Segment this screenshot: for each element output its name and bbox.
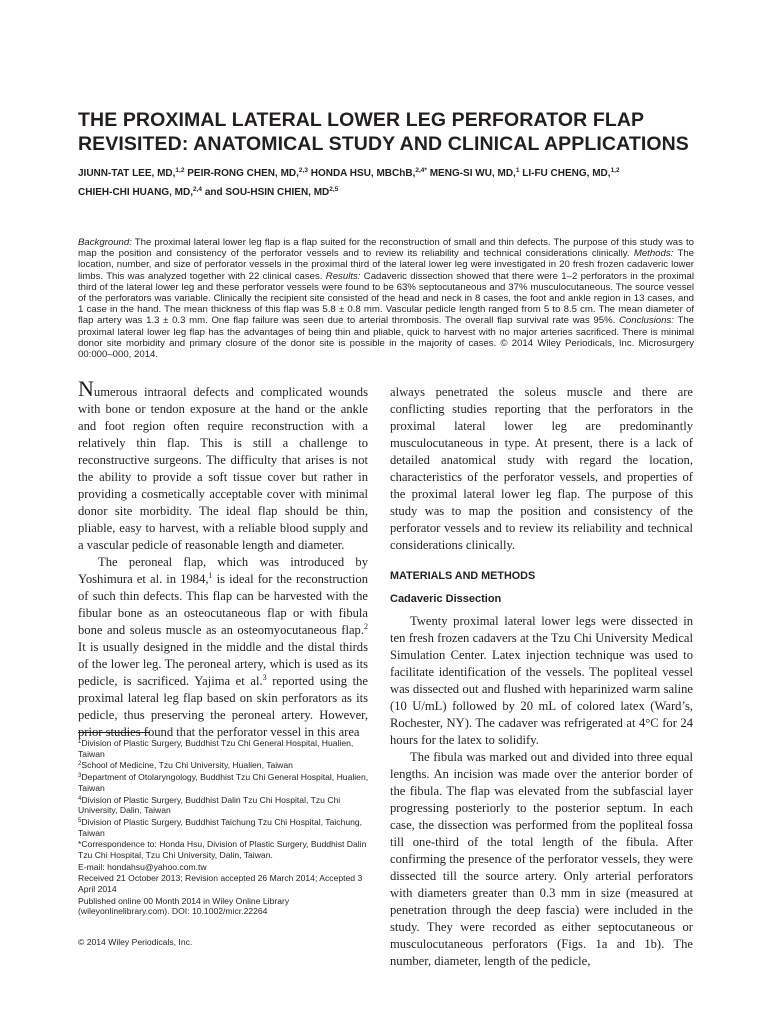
author: CHIEH-CHI HUANG, MD,$^{2,4}$: [78, 186, 203, 198]
author: JIUNN-TAT LEE, MD,$^{1,2}$: [78, 167, 185, 179]
reference-mark: 1: [208, 571, 213, 580]
abstract: [78, 237, 694, 360]
body-column-right: [390, 384, 693, 970]
affiliation-note: $^1$Division of Plastic Surgery, Buddhist Tzu Chi General Hospital, Hualien, Taiwan: [78, 738, 354, 759]
email-link[interactable]: E-mail: hondahsu@yahoo.com.tw: [78, 861, 207, 872]
subsection-heading: Cadaveric Dissection: [390, 593, 502, 605]
abstract-conclusions-label: Conclusions:: [619, 315, 674, 327]
publication-info: Published online 00 Month 2014 in Wiley Online Library (wileyonlinelibrary.com). DOI: 10.1002/micr.22264: [78, 895, 290, 917]
received-dates: Received 21 October 2013; Revision accepted 26 March 2014; Accepted 3 April 2014: [78, 873, 363, 895]
body-paragraph: Twenty proximal lateral lower legs were dissected in ten fresh frozen cadavers at the Tzu Chi University Medical Simulation Center. Latex injection technique was used to facilitate identification of the vessels. The popliteal vessel was dissected out and flushed with heparinized warm saline (10 U/mL) followed by 20 mL of colored latex (Ward’s, Rochester, NY). The cadaver was refrigerated at 4°C for 24 hours for the latex to solidify.: [390, 614, 693, 747]
author: MENG-SI WU, MD,$^1$: [429, 167, 520, 179]
abstract-conclusions: The proximal lateral lower leg flap has the advantages of being thin and pliable, quick to harvest with no major arteries sacrificed. There is minimal donor site morbidity and primary closure of the donor site is possible in the majority of cases. © 2014 Wiley Periodicals, Inc. Microsurgery 00:000–000, 2014.: [78, 315, 694, 361]
article-title: THE PROXIMAL LATERAL LOWER LEG PERFORATOR FLAP REVISITED: ANATOMICAL STUDY AND CLINICAL APPLICATIONS: [78, 109, 689, 155]
affiliation-note: $^4$Division of Plastic Surgery, Buddhist Dalin Tzu Chi Hospital, Tzu Chi University, Dalin, Taiwan: [78, 794, 341, 816]
body-paragraph: always penetrated the soleus muscle and there are conflicting studies reporting that the perforators in the proximal lateral lower leg are predominantly musculocutaneous in type. At present, there is a lack of detailed anatomical study with regard the location, characteristics of the perforator vessels, and properties of the proximal lateral lower leg flap. The purpose of this study was to map the position and consistency of the perforator vessels and to review its reliability and technical considerations clinically.: [390, 385, 693, 552]
affiliation-note: $^3$Department of Otolaryngology, Buddhist Tzu Chi General Hospital, Hualien, Taiwan: [78, 772, 369, 793]
affiliation-note: $^2$School of Medicine, Tzu Chi University, Hualien, Taiwan: [78, 760, 293, 771]
reference-mark: 2: [364, 622, 368, 631]
copyright-notice: © 2014 Wiley Periodicals, Inc.: [78, 937, 193, 947]
body-paragraph: The fibula was marked out and divided into three equal lengths. An incision was made over the anterior border of the fibula. The flap was elevated from the subfascial layer progressing posteriorly to the posterior septum. In each case, the dissection was performed from the popliteal fossa till one-third of the total length of the fibula. After confirming the presence of the perforator vessels, they were dissected till the source artery. Only arterial perforators with diameters greater than 0.3 mm in size (measured at penetration through the deep fascia) were included in the study. They were recorded as either septocutaneous or musculocutaneous perforators (Figs. 1a and 1b). The number, diameter, length of the pedicle,: [390, 750, 693, 968]
author-list: [78, 164, 698, 202]
abstract-background: The proximal lateral lower leg flap is a flap suited for the reconstruction of small and thin defects. The purpose of this study was to map the position and consistency of the perforator vessels and to review its reliability and technical considerations clinically.: [78, 237, 694, 260]
reference-mark: 3: [262, 673, 267, 682]
abstract-results: Cadaveric dissection showed that there were 1–2 perforators in the proximal third of the lateral lower leg and these perforator vessels were found to be 63% septocutaneous and 37% musculocutaneous. The source vessel of the perforators was variable. Clinically the recipient site consisted of the head and neck in 8 cases, the foot and ankle region in 13 cases, and 1 case in the hand. The mean thickness of this flap was 5.8 ± 0.8 mm. Vascular pedicle length ranged from 5 to 8.5 cm. The mean diameter of flap artery was 1.3 ± 0.3 mm. One flap failure was seen due to arterial thrombosis. The overall flap survival rate was 95%.: [78, 270, 694, 327]
author: PEIR-RONG CHEN, MD,$^{2,3}$: [187, 167, 308, 179]
footnote-divider: [78, 732, 150, 733]
body-paragraph: Numerous intraoral defects and complicated wounds with bone or tendon exposure at the hand or the ankle and foot region often require reconstruction with a relatively thin flap. This is still a challenge to reconstructive surgeons. The difficulty that arises is not the ability to provide a soft tissue cover but rather in providing a cosmetically acceptable cover with minimal donor site morbidity. The ideal flap should be thin, pliable, easy to harvest, with a reliable blood supply and a vascular pedicle of reasonable length and diameter.: [78, 376, 368, 552]
drop-cap: N: [78, 376, 94, 401]
correspondence-note: *Correspondence to: Honda Hsu, Division of Plastic Surgery, Buddhist Dalin Tzu Chi Hospital, Tzu Chi University, Dalin, Taiwan.: [78, 839, 367, 860]
body-paragraph: The peroneal flap, which was introduced by Yoshimura et al. in 1984,$^1$ is ideal for the reconstruction of such thin defects. This flap can be harvested with the fibular bone as an osteocutaneous flap or with fibula bone and soleus muscle as an osteomyocutaneous flap.$^2$ It is usually designed in the middle and the distal thirds of the lower leg. The peroneal artery, which is used as its pedicle, is sacrificed. Yajima et al.$^3$ reported using the proximal lateral leg flap based on skin perforators as its pedicle, thus preserving the peroneal artery. However, prior studies found that the perforator vessel in this area: [78, 555, 368, 739]
section-heading: MATERIALS AND METHODS: [390, 570, 536, 582]
body-column-left: [78, 376, 368, 741]
author: and SOU-HSIN CHIEN, MD$^{2,5}$: [204, 186, 339, 198]
footnotes: [78, 738, 378, 918]
abstract-background-label: Background:: [78, 237, 132, 248]
affiliation-note: $^5$Division of Plastic Surgery, Buddhist Taichung Tzu Chi Hospital, Taichung, Taiwan: [78, 816, 363, 838]
author: LI-FU CHENG, MD,$^{1,2}$: [522, 167, 620, 179]
abstract-methods: The location, number, and size of perforator vessels in the proximal third of the lateral lower leg were investigated in 20 fresh frozen cadaveric lower limbs. This was analyzed together with 22 clinical cases.: [78, 248, 695, 282]
author: HONDA HSU, MBChB,$^{2,4*}$: [310, 167, 427, 179]
abstract-methods-label: Methods:: [633, 248, 674, 260]
abstract-results-label: Results:: [325, 270, 361, 282]
